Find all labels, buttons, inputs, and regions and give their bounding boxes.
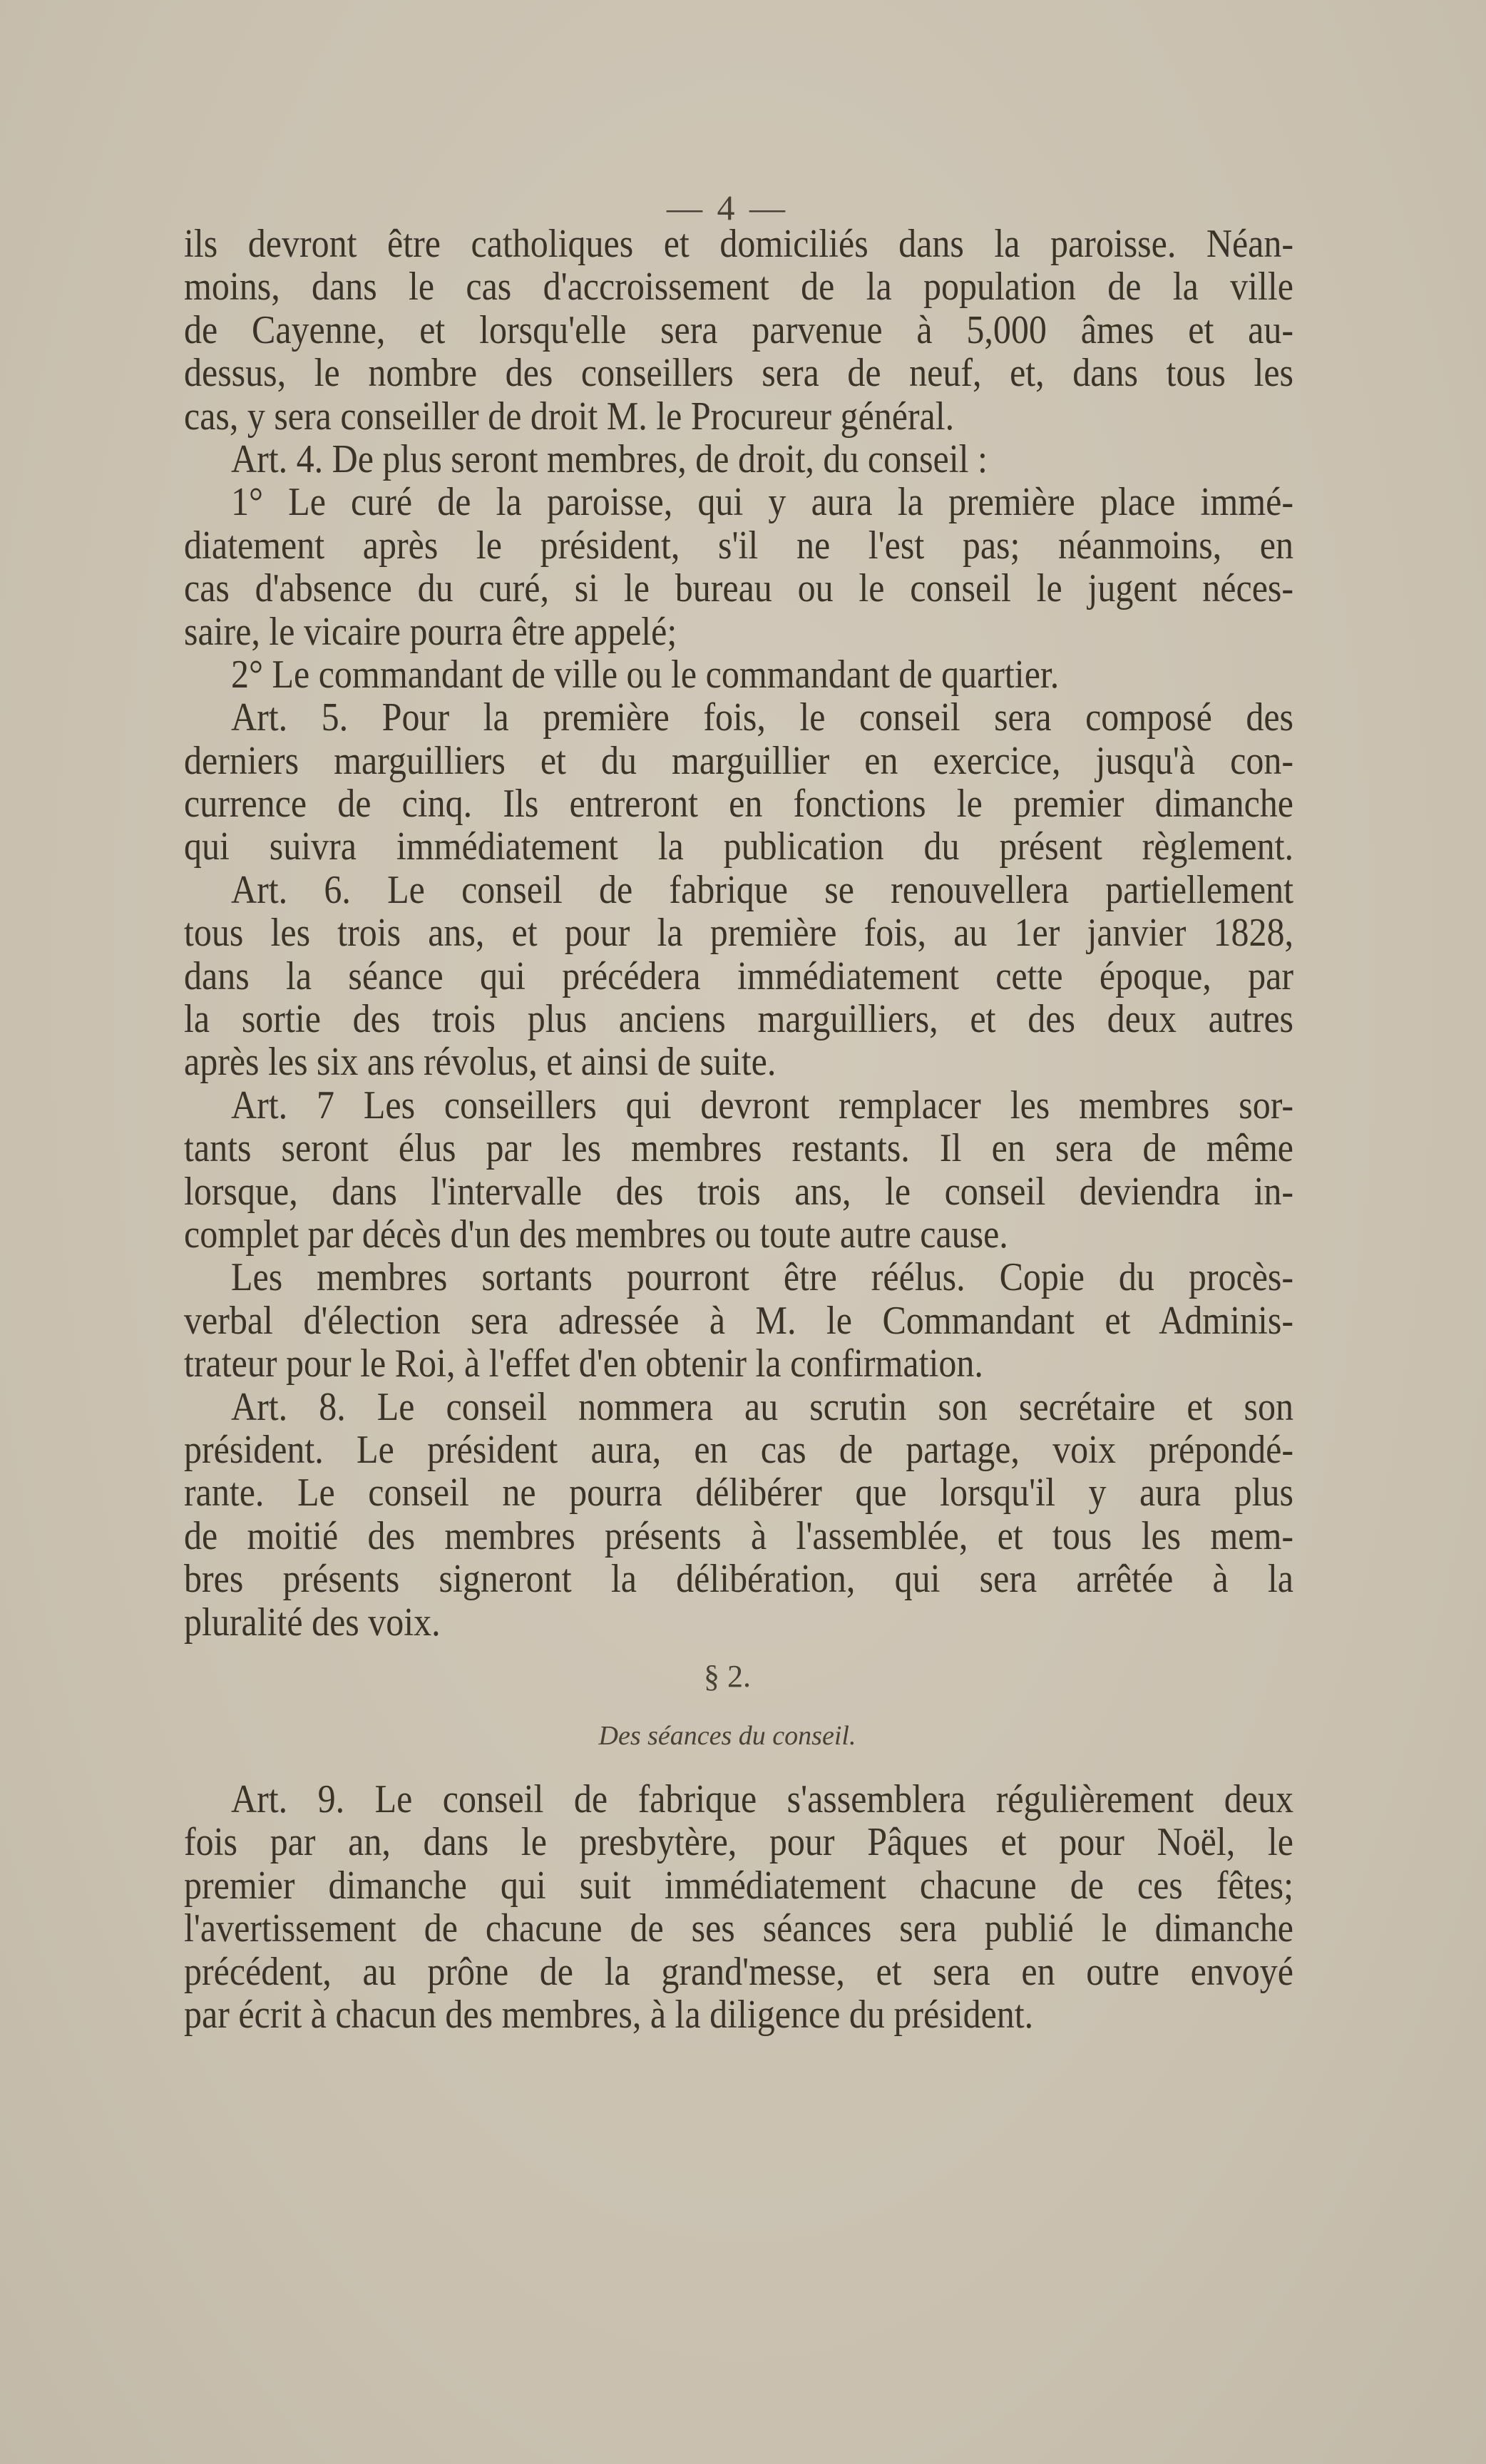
text-line: par écrit à chacun des membres, à la diligence du président. [184, 1991, 1034, 2037]
text-line: rante. Le conseil ne pourra délibérer que lorsqu'il y aura plus [184, 1469, 1293, 1515]
text-line: bres présents signeront la délibération, qui sera arrêtée à la [184, 1555, 1293, 1601]
page-number: — 4 — [667, 188, 788, 228]
section-text-block [184, 1777, 1293, 2035]
text-line: Art. 8. Le conseil nommera au scrutin son secrétaire et son [231, 1384, 1293, 1428]
text-line: tous les trois ans, et pour la première fois, au 1er janvier 1828, [184, 909, 1293, 955]
main-text-block [184, 222, 1293, 1643]
text-line: Art. 9. Le conseil de fabrique s'assemblera régulièrement deux [231, 1776, 1293, 1821]
text-line: après les six ans révolus, et ainsi de suite. [184, 1039, 777, 1084]
text-line: lorsque, dans l'intervalle des trois ans, le conseil deviendra in- [184, 1168, 1293, 1213]
text-line: saire, le vicaire pourra être appelé; [184, 608, 677, 653]
text-line: verbal d'élection sera adressée à M. le Commandant et Adminis- [184, 1297, 1293, 1343]
text-line: dans la séance qui précédera immédiatement cette époque, par [184, 953, 1293, 998]
text-line: currence de cinq. Ils entreront en fonctions le premier dimanche [184, 780, 1293, 826]
section-title: Des séances du conseil. [598, 1721, 856, 1751]
text-line: pluralité des voix. [184, 1599, 441, 1644]
text-line: moins, dans le cas d'accroissement de la population de la ville [184, 264, 1293, 309]
text-line: complet par décès d'un des membres ou toute autre cause. [184, 1211, 1008, 1257]
text-line: ils devront être catholiques et domiciliés dans la paroisse. Néan- [184, 220, 1293, 266]
text-line: derniers marguilliers et du marguillier en exercice, jusqu'à con- [184, 737, 1293, 783]
text-line: la sortie des trois plus anciens marguilliers, et des deux autres [184, 996, 1293, 1041]
text-line: Art. 5. Pour la première fois, le conseil sera composé des [231, 694, 1293, 740]
text-line: dessus, le nombre des conseillers sera de neuf, et, dans tous les [184, 349, 1293, 395]
text-line: fois par an, dans le presbytère, pour Pâques et pour Noël, le [184, 1819, 1293, 1864]
text-line: Art. 7 Les conseillers qui devront remplacer les membres sor- [231, 1082, 1293, 1128]
text-line: 2° Le commandant de ville ou le commandant de quartier. [231, 651, 1060, 697]
text-line: premier dimanche qui suit immédiatement chacune de ces fêtes; [184, 1862, 1293, 1908]
text-line: cas, y sera conseiller de droit M. le Procureur général. [184, 393, 955, 438]
text-line: trateur pour le Roi, à l'effet d'en obtenir la confirmation. [184, 1340, 983, 1386]
text-line: 1° Le curé de la paroisse, qui y aura la première place immé- [231, 479, 1293, 524]
text-line: précédent, au prône de la grand'messe, et sera en outre envoyé [184, 1948, 1293, 1993]
text-line: cas d'absence du curé, si le bureau ou le conseil le jugent néces- [184, 565, 1293, 610]
text-line: tants seront élus par les membres restants. Il en sera de même [184, 1125, 1293, 1170]
text-line: qui suivra immédiatement la publication du présent règlement. [184, 824, 1293, 869]
text-line: Art. 6. Le conseil de fabrique se renouvellera partiellement [231, 867, 1293, 912]
text-line: de Cayenne, et lorsqu'elle sera parvenue à 5,000 âmes et au- [184, 307, 1293, 352]
section-mark: § 2. [704, 1659, 751, 1694]
text-line: Les membres sortants pourront être réélus. Copie du procès- [231, 1254, 1293, 1299]
text-line: Art. 4. De plus seront membres, de droit, du conseil : [231, 436, 988, 481]
text-line: président. Le président aura, en cas de partage, voix prépondé- [184, 1426, 1293, 1472]
text-line: diatement après le président, s'il ne l'est pas; néanmoins, en [184, 522, 1293, 568]
text-line: l'avertissement de chacune de ses séances sera publié le dimanche [184, 1905, 1293, 1951]
text-line: de moitié des membres présents à l'assemblée, et tous les mem- [184, 1513, 1293, 1558]
